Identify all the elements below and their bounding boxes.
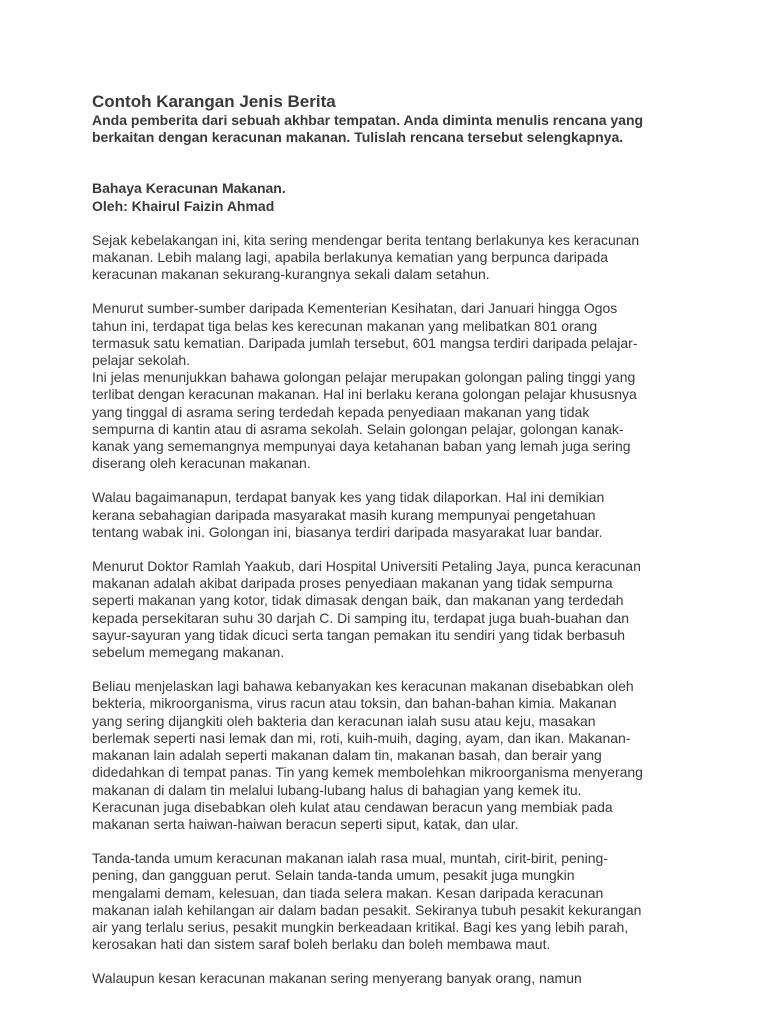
article-title: Bahaya Keracunan Makanan. — [92, 180, 286, 197]
paragraph-line: Menurut Doktor Ramlah Yaakub, dari Hospital Universiti Petaling Jaya, punca keracunan — [92, 558, 641, 575]
paragraph-line: bekteria, mikroorganisma, virus racun atau toksin, dan bahan-bahan kimia. Makanan — [92, 695, 617, 712]
paragraph-line: yang sering dijangkiti oleh bakteria dan keracunan ialah susu atau keju, masakan — [92, 712, 596, 729]
article-paragraph — [92, 850, 728, 953]
spacer — [92, 146, 728, 180]
paragraph-line: Menurut sumber-sumber daripada Kementerian Kesihatan, dari Januari hingga Ogos — [92, 300, 618, 317]
paragraph-line: seperti makanan yang kotor, tidak dimasak dengan baik, dan makanan yang terdedah — [92, 592, 624, 609]
paragraph-line: terlibat dengan keracunan makanan. Hal ini berlaku kerana golongan pelajar khususnya — [92, 386, 637, 403]
paragraph-line: makanan lain adalah seperti makanan dalam tin, makanan basah, dan berair yang — [92, 747, 602, 764]
article-body — [92, 232, 728, 988]
spacer — [92, 833, 728, 850]
paragraph-line: pening, dan gangguan perut. Selain tanda-tanda umum, pesakit juga mungkin — [92, 867, 575, 884]
paragraph-line: Tanda-tanda umum keracunan makanan ialah rasa mual, muntah, cirit-birit, pening- — [92, 850, 608, 867]
spacer — [92, 541, 728, 558]
paragraph-line: Walau bagaimanapun, terdapat banyak kes yang tidak dilaporkan. Hal ini demikian — [92, 489, 605, 506]
spacer — [92, 283, 728, 300]
paragraph-line: makanan serta haiwan-haiwan beracun seperti siput, katak, dan ular. — [92, 815, 519, 832]
paragraph-line: sebelum memegang makanan. — [92, 644, 285, 661]
article-author: Oleh: Khairul Faizin Ahmad — [92, 197, 275, 214]
spacer — [92, 215, 728, 232]
paragraph-line: kerosakan hati dan sistem saraf boleh berlaku dan boleh membawa maut. — [92, 936, 551, 953]
paragraph-line: Sejak kebelakangan ini, kita sering mendengar berita tentang berlakunya kes keracunan — [92, 231, 640, 248]
paragraph-line: sempurna di kantin atau di asrama sekolah. Selain golongan pelajar, golongan kanak- — [92, 420, 624, 437]
paragraph-line: tentang wabak ini. Golongan ini, biasanya terdiri daripada masyarakat luar bandar. — [92, 523, 603, 540]
article-paragraph — [92, 489, 728, 541]
paragraph-line: yang tinggal di asrama sering terdedah kepada penyediaan makanan yang tidak — [92, 403, 590, 420]
article-heading — [92, 180, 728, 214]
paragraph-line: termasuk satu kematian. Daripada jumlah tersebut, 601 mangsa terdiri daripada pelajar- — [92, 334, 638, 351]
paragraph-line: tahun ini, terdapat tiga belas kes kerecunan makanan yang melibatkan 801 orang — [92, 317, 598, 334]
assignment-intro — [92, 112, 728, 146]
paragraph-line: mengalami demam, kelesuan, dan tiada selera makan. Kesan daripada keracunan — [92, 884, 604, 901]
spacer — [92, 472, 728, 489]
paragraph-line: makanan adalah akibat daripada proses penyediaan makanan yang tidak sempurna — [92, 575, 613, 592]
article-paragraph — [92, 558, 728, 661]
paragraph-line: keracunan makanan sekurang-kurangnya sekali dalam setahun. — [92, 266, 490, 283]
paragraph-line: Keracunan juga disebabkan oleh kulat atau cendawan beracun yang membiak pada — [92, 798, 613, 815]
paragraph-line: Ini jelas menunjukkan bahawa golongan pelajar merupakan golongan paling tinggi yang — [92, 369, 636, 386]
paragraph-line: diserang oleh keracunan makanan. — [92, 455, 311, 472]
paragraph-line: sayur-sayuran yang tidak dicuci serta tangan pemakan itu sendiri yang tidak berbasuh — [92, 626, 626, 643]
paragraph-line: kanak yang sememangnya mempunyai daya ketahanan baban yang lemah juga sering — [92, 438, 631, 455]
article-paragraph — [92, 678, 728, 833]
paragraph-line: makanan. Lebih malang lagi, apabila berlakunya kematian yang berpunca daripada — [92, 249, 609, 266]
paragraph-line: Walaupun kesan keracunan makanan sering menyerang banyak orang, namun — [92, 970, 582, 987]
paragraph-line: makanan di dalam tin melalui lubang-lubang halus di bahagian yang kemek itu. — [92, 781, 582, 798]
paragraph-line: pelajar sekolah. — [92, 352, 191, 369]
paragraph-line: makanan ialah kehilangan air dalam badan pesakit. Sekiranya tubuh pesakit kekurangan — [92, 901, 642, 918]
paragraph-line: didedahkan di tempat panas. Tin yang kemek membolehkan mikroorganisma menyerang — [92, 764, 643, 781]
paragraph-line: berlemak seperti nasi lemak dan mi, roti, kuih-muih, daging, ayam, dan ikan. Makanan- — [92, 729, 631, 746]
paragraph-line: Beliau menjelaskan lagi bahawa kebanyakan kes keracunan makanan disebabkan oleh — [92, 678, 634, 695]
intro-line: Anda pemberita dari sebuah akhbar tempatan. Anda diminta menulis rencana yang — [92, 112, 644, 128]
article-paragraph — [92, 300, 728, 472]
paragraph-line: air yang terlalu serius, pesakit mungkin berkeadaan kritikal. Bagi kes yang lebih parah, — [92, 918, 629, 935]
intro-line: berkaitan dengan keracunan makanan. Tulislah rencana tersebut selengkapnya. — [92, 129, 624, 146]
article-paragraph — [92, 970, 728, 987]
spacer — [92, 953, 728, 970]
document-title: Contoh Karangan Jenis Berita — [92, 92, 336, 111]
paragraph-line: kerana sebahagian daripada masyarakat masih kurang mempunyai pengetahuan — [92, 506, 596, 523]
paragraph-line: kepada persekitaran suhu 30 darjah C. Di samping itu, terdapat juga buah-buahan dan — [92, 609, 630, 626]
article-paragraph — [92, 232, 728, 284]
spacer — [92, 661, 728, 678]
